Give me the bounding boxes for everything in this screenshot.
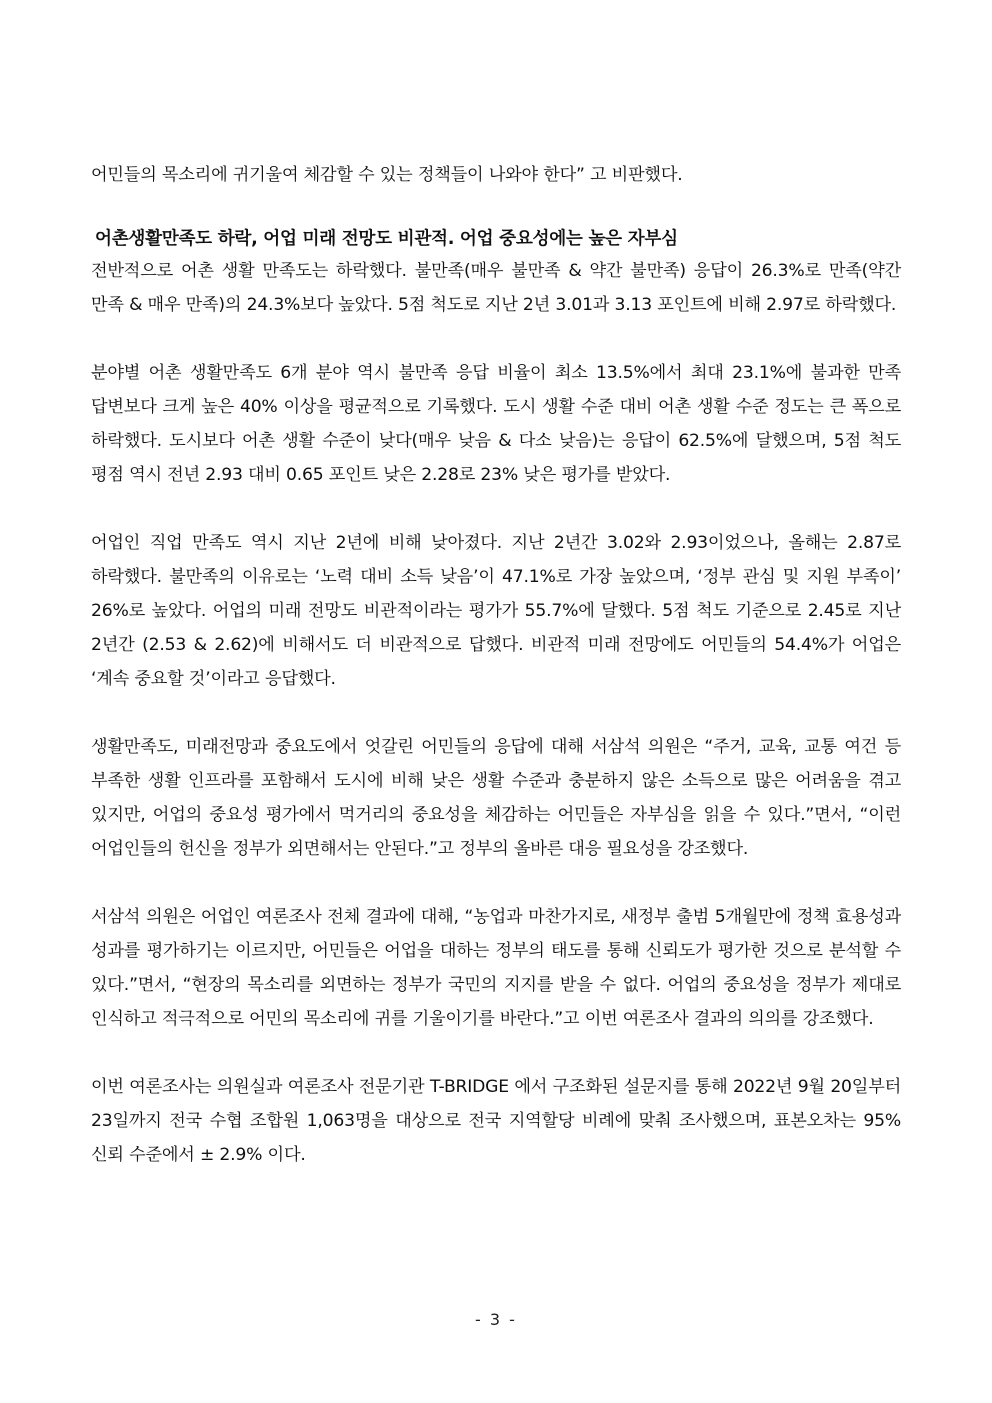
lead-paragraph: 어민들의 목소리에 귀기울여 체감할 수 있는 정책들이 나와야 한다” 고 비판했다. bbox=[91, 165, 683, 185]
paragraph-survey-method: 이번 여론조사는 의원실과 여론조사 전문기관 T-BRIDGE 에서 구조화된 설문지를 통해 2022년 9월 20일부터 23일까지 전국 수협 조합원 1,063명을 대상으로 전국 지역할당 비례에 맞춰 조사했으며, 표본오차는 95% 신뢰 수준에서 ± 2.9% 이다. bbox=[91, 1077, 901, 1165]
paragraph-job-satisfaction: 어업인 직업 만족도 역시 지난 2년에 비해 낮아졌다. 지난 2년간 3.02와 2.93이었으나, 올해는 2.87로 하락했다. 불만족의 이유로는 ‘노력 대비 소득 낮음’이 47.1%로 가장 높았으며, ‘정부 관심 및 지원 부족이’ 26%로 높았다. 어업의 미래 전망도 비관적이라는 평가가 55.7%에 달했다. 5점 척도 기준으로 2.45로 지난 2년간 (2.53 & 2.62)에 비해서도 더 비관적으로 답했다. 비관적 미래 전망에도 어민들의 54.4%가 어업은 ‘계속 중요할 것’이라고 응답했다. bbox=[91, 533, 901, 689]
paragraph-lawmaker-comment: 생활만족도, 미래전망과 중요도에서 엇갈린 어민들의 응답에 대해 서삼석 의원은 “주거, 교육, 교통 여건 등 부족한 생활 인프라를 포함해서 도시에 비해 낮은 생활 수준과 충분하지 않은 소득으로 많은 어려움을 겪고 있지만, 어업의 중요성 평가에서 먹거리의 중요성을 체감하는 어민들은 자부심을 읽을 수 있다.”면서, “이런 어업인들의 헌신을 정부가 외면해서는 안된다.”고 정부의 올바른 대응 필요성을 강조했다. bbox=[91, 737, 901, 859]
document-body bbox=[91, 158, 901, 1172]
paragraph-overall-satisfaction: 전반적으로 어촌 생활 만족도는 하락했다. 불만족(매우 불만족 & 약간 불만족) 응답이 26.3%로 만족(약간 만족 & 매우 만족)의 24.3%보다 높았다. 5점 척도로 지난 2년 3.01과 3.13 포인트에 비해 2.97로 하락했다. bbox=[91, 261, 901, 315]
paragraph-field-satisfaction: 분야별 어촌 생활만족도 6개 분야 역시 불만족 응답 비율이 최소 13.5%에서 최대 23.1%에 불과한 만족 답변보다 크게 높은 40% 이상을 평균적으로 기록했다. 도시 생활 수준 대비 어촌 생활 수준 정도는 큰 폭으로 하락했다. 도시보다 어촌 생활 수준이 낮다(매우 낮음 & 다소 낮음)는 응답이 62.5%에 달했으며, 5점 척도 평점 역시 전년 2.93 대비 0.65 포인트 낮은 2.28로 23% 낮은 평가를 받았다. bbox=[91, 363, 901, 485]
section-heading: 어촌생활만족도 하락, 어업 미래 전망도 비관적. 어업 중요성에는 높은 자부심 bbox=[95, 229, 678, 249]
page-number: - 3 - bbox=[475, 1310, 517, 1329]
paragraph-survey-assessment: 서삼석 의원은 어업인 여론조사 전체 결과에 대해, “농업과 마찬가지로, 새정부 출범 5개월만에 정책 효용성과 성과를 평가하기는 이르지만, 어민들은 어업을 대하는 정부의 태도를 통해 신뢰도가 평가한 것으로 분석할 수 있다.”면서, “현장의 목소리를 외면하는 정부가 국민의 지지를 받을 수 없다. 어업의 중요성을 정부가 제대로 인식하고 적극적으로 어민의 목소리에 귀를 기울이기를 바란다.”고 이번 여론조사 결과의 의의를 강조했다. bbox=[91, 907, 901, 1029]
